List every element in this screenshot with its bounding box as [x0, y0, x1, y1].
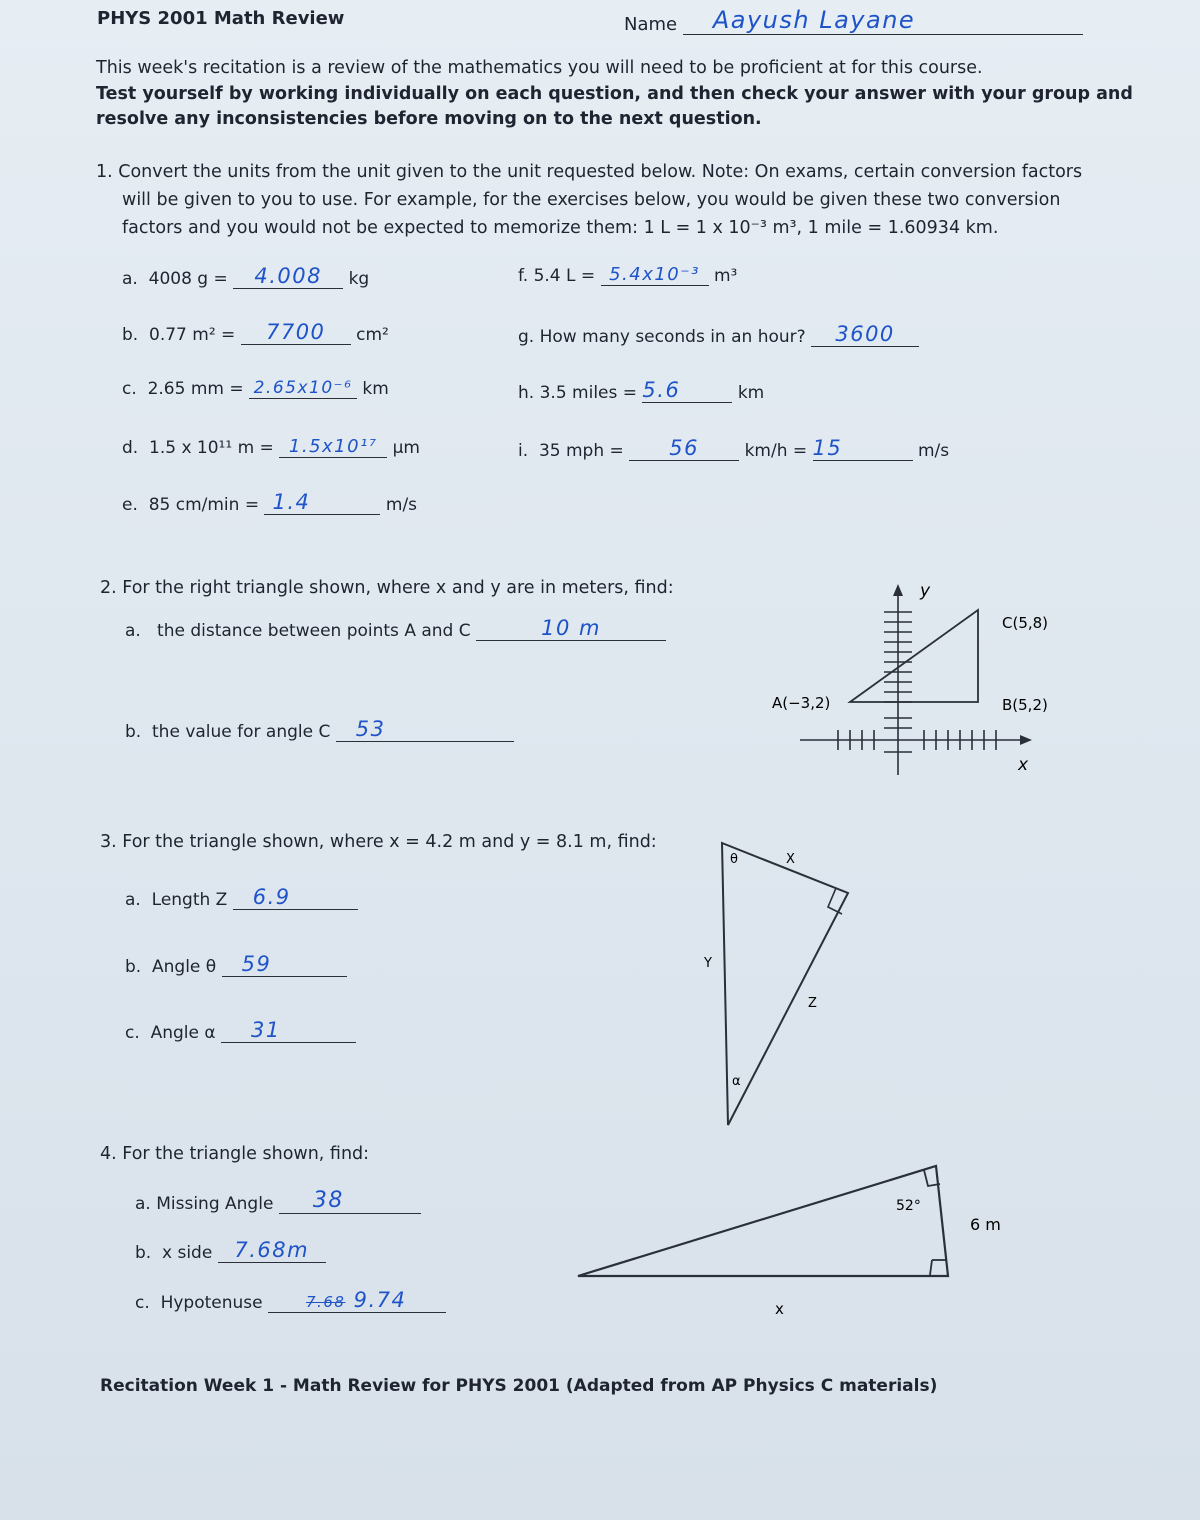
item-unit-2: m/s — [917, 441, 950, 461]
item-letter: i. — [518, 441, 529, 461]
item-prompt: How many seconds in an hour? — [539, 327, 806, 347]
answer-blank[interactable]: 38 — [279, 1188, 421, 1214]
item-letter: d. — [122, 438, 139, 458]
y-label: Y — [704, 956, 712, 971]
answer-blank[interactable]: 6.9 — [233, 885, 358, 910]
item-letter: a. — [125, 890, 141, 910]
q1-text-2: will be given to you to use. For example, for the exercises below, you would be given these two conversion — [122, 190, 1061, 210]
item-prompt: 1.5 x 10¹¹ m = — [149, 438, 274, 458]
name-label: Name — [624, 14, 678, 35]
item-prompt: Hypotenuse — [160, 1293, 263, 1313]
answer-blank[interactable]: 53 — [336, 717, 514, 742]
q1-item-f — [518, 264, 737, 286]
name-value: Aayush Layane — [683, 6, 1083, 35]
page-footer: Recitation Week 1 - Math Review for PHYS 2001 (Adapted from AP Physics C materials) — [100, 1376, 938, 1396]
x-label: X — [786, 852, 795, 867]
q3-text: 3. For the triangle shown, where x = 4.2 m and y = 8.1 m, find: — [100, 832, 657, 852]
item-unit: km/h = — [744, 441, 808, 461]
intro-line-2: Test yourself by working individually on each question, and then check your answer with your group and — [96, 84, 1133, 104]
item-prompt: 85 cm/min = — [148, 495, 260, 515]
q3-item-b — [125, 952, 347, 977]
q1-item-a — [122, 264, 369, 289]
triangle — [722, 843, 848, 1125]
item-prompt: x side — [162, 1243, 213, 1263]
item-prompt: 2.65 mm = — [147, 379, 244, 399]
x-label: x — [775, 1300, 784, 1318]
q4-item-b — [135, 1238, 326, 1263]
item-letter: c. — [135, 1293, 150, 1313]
q4-triangle-figure — [570, 1158, 1030, 1318]
final-answer: 9.74 — [353, 1288, 407, 1312]
answer-blank-2[interactable]: 15 — [813, 436, 913, 461]
answer-blank[interactable]: 10 m — [476, 616, 666, 641]
item-unit: km — [737, 383, 765, 403]
q4-text: 4. For the triangle shown, find: — [100, 1144, 370, 1164]
q4-item-c — [135, 1288, 446, 1313]
q4-item-a — [135, 1188, 421, 1214]
q1-item-d — [122, 436, 420, 458]
angle-label: 52° — [896, 1198, 921, 1214]
x-arrow-icon — [1020, 735, 1032, 745]
item-prompt: the value for angle C — [152, 722, 331, 742]
q1-text-1: 1. Convert the units from the unit given to the unit requested below. Note: On exams, certain conversion factors — [96, 162, 1083, 182]
item-unit: m³ — [713, 266, 738, 286]
answer-blank[interactable]: 5.6 — [642, 378, 732, 403]
q1-item-b — [122, 320, 389, 345]
alpha-label: α — [732, 1074, 741, 1089]
answer-blank[interactable]: 56 — [629, 436, 739, 461]
intro-line-3: resolve any inconsistencies before moving on to the next question. — [96, 109, 762, 129]
item-prompt: Missing Angle — [156, 1194, 274, 1214]
item-prompt: 0.77 m² = — [149, 325, 236, 345]
item-letter: h. — [518, 383, 535, 403]
item-prompt: 5.4 L = — [533, 266, 596, 286]
q1-item-g — [518, 322, 919, 347]
item-letter: g. — [518, 327, 535, 347]
item-unit: cm² — [356, 325, 389, 345]
item-letter: c. — [125, 1023, 140, 1043]
q1-item-h — [518, 378, 764, 403]
item-unit: km — [362, 379, 389, 399]
name-row — [624, 6, 1083, 35]
answer-blank[interactable]: 3600 — [811, 322, 919, 347]
theta-label: θ — [730, 852, 738, 867]
answer-blank[interactable]: 31 — [221, 1018, 356, 1043]
q1-item-i — [518, 436, 949, 461]
item-unit: µm — [392, 438, 420, 458]
item-prompt: 3.5 miles = — [539, 383, 638, 403]
answer-blank[interactable] — [268, 1288, 446, 1313]
item-letter: e. — [122, 495, 138, 515]
q2-item-b — [125, 717, 514, 742]
point-b-label: B(5,2) — [1002, 696, 1048, 714]
q1-text-3: factors and you would not be expected to memorize them: 1 L = 1 x 10⁻³ m³, 1 mile = 1.60934 km. — [122, 218, 999, 238]
answer-blank[interactable]: 7700 — [241, 320, 351, 345]
x-axis-label: x — [1018, 755, 1029, 775]
item-letter: a. — [122, 269, 138, 289]
item-letter: a. — [125, 621, 141, 641]
item-letter: b. — [122, 325, 139, 345]
item-letter: c. — [122, 379, 137, 399]
item-prompt: Angle θ — [152, 957, 217, 977]
answer-blank[interactable]: 7.68m — [218, 1238, 326, 1263]
item-prompt: 35 mph = — [538, 441, 624, 461]
answer-blank[interactable]: 1.5x10¹⁷ — [279, 436, 387, 458]
triangle — [578, 1166, 948, 1276]
course-title: PHYS 2001 Math Review — [97, 8, 345, 29]
item-letter: a. — [135, 1194, 151, 1214]
intro-line-1: This week's recitation is a review of the mathematics you will need to be proficient at for this course. — [96, 58, 983, 78]
item-prompt: 4008 g = — [148, 269, 228, 289]
q3-item-a — [125, 885, 358, 910]
q2-coordinate-graph — [770, 570, 1070, 780]
answer-blank[interactable]: 2.65x10⁻⁶ — [249, 378, 357, 399]
item-prompt: Angle α — [150, 1023, 216, 1043]
answer-blank[interactable]: 4.008 — [233, 264, 343, 289]
y-arrow-icon — [893, 584, 903, 596]
answer-blank[interactable]: 59 — [222, 952, 347, 977]
q1-item-e — [122, 490, 417, 515]
q2-item-a — [125, 616, 666, 641]
point-a-label: A(−3,2) — [772, 694, 831, 712]
answer-blank[interactable]: 5.4x10⁻³ — [601, 264, 709, 286]
item-prompt: the distance between points A and C — [157, 621, 471, 641]
q1-item-c — [122, 378, 389, 399]
struck-answer: 7.68 — [306, 1293, 346, 1311]
answer-blank[interactable]: 1.4 — [264, 490, 380, 515]
y-axis-label: y — [920, 581, 931, 601]
item-letter: b. — [125, 722, 142, 742]
item-letter: f. — [518, 266, 529, 286]
q2-text: 2. For the right triangle shown, where x and y are in meters, find: — [100, 578, 674, 598]
item-letter: b. — [125, 957, 142, 977]
item-unit: m/s — [385, 495, 418, 515]
point-c-label: C(5,8) — [1002, 614, 1049, 632]
item-unit: kg — [348, 269, 370, 289]
q3-triangle-figure — [700, 835, 870, 1135]
item-prompt: Length Z — [151, 890, 228, 910]
q3-item-c — [125, 1018, 356, 1043]
side-label: 6 m — [970, 1215, 1001, 1234]
right-triangle — [850, 610, 978, 702]
item-letter: b. — [135, 1243, 152, 1263]
z-label: Z — [808, 996, 817, 1011]
